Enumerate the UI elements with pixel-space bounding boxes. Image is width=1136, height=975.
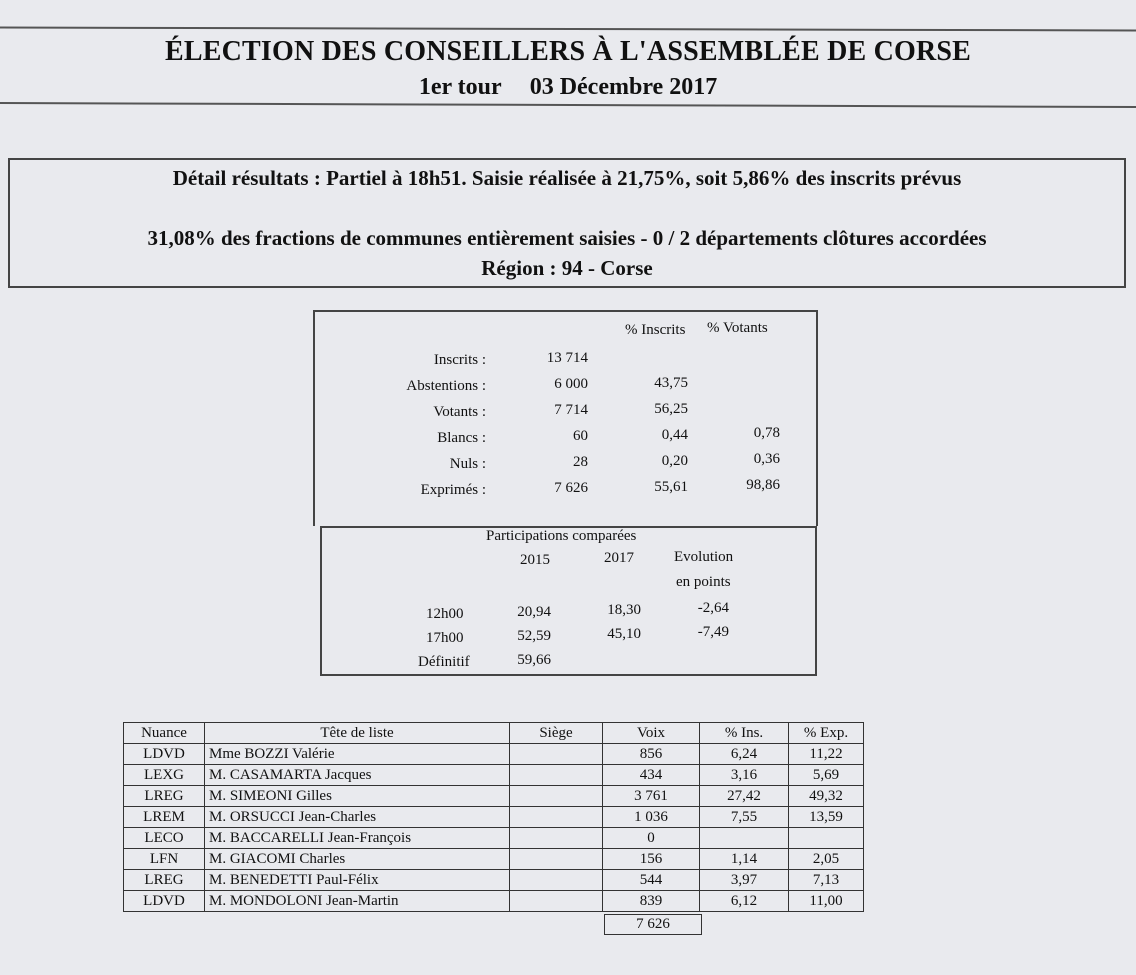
table-row	[124, 744, 864, 765]
stats-pct-inscrits: 0,20	[661, 453, 688, 469]
cell-pct-exp: 2,05	[789, 849, 864, 870]
column-header-2017: 2017	[604, 550, 634, 566]
stats-pct-votants: 0,36	[753, 451, 780, 467]
stats-label: Abstentions :	[406, 378, 486, 394]
header-siege: Siège	[510, 723, 603, 744]
document-title: ÉLECTION DES CONSEILLERS À L'ASSEMBLÉE DE CORSE	[164, 36, 972, 67]
communes-progress: 31,08% des fractions de communes entièrement saisies - 0 / 2 départements clôtures accordées	[147, 226, 987, 250]
cell-tete-de-liste: Mme BOZZI Valérie	[205, 744, 510, 765]
cell-voix: 544	[603, 870, 700, 891]
cell-voix: 856	[603, 744, 700, 765]
cell-voix: 156	[603, 849, 700, 870]
header-nuance: Nuance	[124, 723, 205, 744]
election-date: 03 Décembre 2017	[529, 74, 718, 100]
cell-voix: 3 761	[603, 786, 700, 807]
cell-tete-de-liste: M. GIACOMI Charles	[205, 849, 510, 870]
stats-pct-inscrits: 55,61	[654, 479, 688, 495]
header-voix: Voix	[603, 723, 700, 744]
participation-label: Définitif	[418, 654, 470, 670]
table-row	[124, 807, 864, 828]
table-row	[124, 849, 864, 870]
table-row	[124, 765, 864, 786]
cell-voix: 434	[603, 765, 700, 786]
stats-value: 7 714	[554, 402, 588, 418]
header-pct-ins: % Ins.	[700, 723, 789, 744]
cell-tete-de-liste: M. ORSUCCI Jean-Charles	[205, 807, 510, 828]
cell-nuance: LREG	[124, 786, 205, 807]
table-row	[124, 891, 864, 912]
top-rule	[0, 27, 1136, 32]
stats-label: Blancs :	[437, 430, 486, 446]
cell-pct-ins: 27,42	[700, 786, 789, 807]
cell-voix: 839	[603, 891, 700, 912]
stats-pct-votants: 0,78	[753, 425, 780, 441]
participation-evolution: -7,49	[697, 624, 729, 640]
participation-label: 12h00	[426, 606, 464, 622]
cell-siege	[510, 891, 603, 912]
cell-nuance: LREG	[124, 870, 205, 891]
cell-siege	[510, 870, 603, 891]
cell-nuance: LECO	[124, 828, 205, 849]
cell-voix: 1 036	[603, 807, 700, 828]
header-tete-de-liste: Tête de liste	[205, 723, 510, 744]
column-header-evolution-unit: en points	[676, 574, 731, 590]
cell-pct-exp: 5,69	[789, 765, 864, 786]
cell-siege	[510, 765, 603, 786]
cell-pct-ins: 3,97	[700, 870, 789, 891]
cell-pct-ins	[700, 828, 789, 849]
cell-tete-de-liste: M. MONDOLONI Jean-Martin	[205, 891, 510, 912]
stats-value: 60	[573, 428, 588, 444]
candidate-results-table	[123, 722, 864, 912]
stats-pct-inscrits: 56,25	[654, 401, 688, 417]
table-row	[124, 828, 864, 849]
participation-evolution: -2,64	[697, 600, 729, 616]
participation-comparison-table	[320, 526, 817, 676]
participation-title: Participations comparées	[486, 528, 637, 544]
cell-pct-ins: 1,14	[700, 849, 789, 870]
document-subtitle	[0, 70, 1136, 104]
stats-value: 7 626	[554, 480, 588, 496]
stats-value: 28	[573, 454, 588, 470]
document-header	[0, 34, 1136, 104]
participation-2015: 59,66	[517, 652, 551, 668]
cell-siege	[510, 744, 603, 765]
cell-siege	[510, 807, 603, 828]
cell-tete-de-liste: M. BENEDETTI Paul-Félix	[205, 870, 510, 891]
cell-pct-exp	[789, 828, 864, 849]
header-pct-exp: % Exp.	[789, 723, 864, 744]
cell-nuance: LREM	[124, 807, 205, 828]
cell-pct-exp: 49,32	[789, 786, 864, 807]
cell-pct-ins: 3,16	[700, 765, 789, 786]
cell-pct-ins: 7,55	[700, 807, 789, 828]
column-header-2015: 2015	[520, 552, 550, 568]
participation-label: 17h00	[426, 630, 464, 646]
stats-pct-inscrits: 43,75	[654, 375, 688, 391]
cell-tete-de-liste: M. CASAMARTA Jacques	[205, 765, 510, 786]
participation-2017: 18,30	[607, 602, 641, 618]
stats-label: Nuls :	[449, 456, 486, 472]
cell-nuance: LEXG	[124, 765, 205, 786]
stats-label: Votants :	[433, 404, 486, 420]
table-header-row	[124, 723, 864, 744]
participation-2015: 52,59	[517, 628, 551, 644]
results-detail-box	[8, 158, 1126, 288]
cell-tete-de-liste: M. BACCARELLI Jean-François	[205, 828, 510, 849]
table-row	[124, 870, 864, 891]
stats-value: 13 714	[546, 350, 588, 366]
cell-siege	[510, 786, 603, 807]
cell-pct-exp: 13,59	[789, 807, 864, 828]
column-header-pct-votants: % Votants	[707, 320, 768, 336]
cell-pct-ins: 6,12	[700, 891, 789, 912]
cell-nuance: LDVD	[124, 744, 205, 765]
region-label: Région : 94 - Corse	[481, 256, 653, 280]
cell-pct-exp: 11,22	[789, 744, 864, 765]
turnout-summary-table	[313, 310, 818, 526]
stats-pct-inscrits: 0,44	[661, 427, 688, 443]
cell-nuance: LDVD	[124, 891, 205, 912]
stats-pct-votants: 98,86	[746, 477, 780, 493]
cell-voix: 0	[603, 828, 700, 849]
cell-pct-ins: 6,24	[700, 744, 789, 765]
cell-pct-exp: 7,13	[789, 870, 864, 891]
stats-label: Exprimés :	[420, 482, 486, 498]
cell-tete-de-liste: M. SIMEONI Gilles	[205, 786, 510, 807]
round-label: 1er tour	[418, 74, 502, 100]
stats-label: Inscrits :	[433, 352, 486, 368]
partial-results-status: Détail résultats : Partiel à 18h51. Saisie réalisée à 21,75%, soit 5,86% des inscrits prévus	[172, 166, 962, 190]
column-header-evolution: Evolution	[674, 549, 734, 565]
cell-nuance: LFN	[124, 849, 205, 870]
participation-2017: 45,10	[607, 626, 641, 642]
cell-siege	[510, 828, 603, 849]
stats-value: 6 000	[554, 376, 588, 392]
participation-2015: 20,94	[517, 604, 551, 620]
column-header-pct-inscrits: % Inscrits	[625, 322, 686, 338]
cell-pct-exp: 11,00	[789, 891, 864, 912]
total-voix: 7 626	[604, 914, 702, 935]
table-row	[124, 786, 864, 807]
cell-siege	[510, 849, 603, 870]
